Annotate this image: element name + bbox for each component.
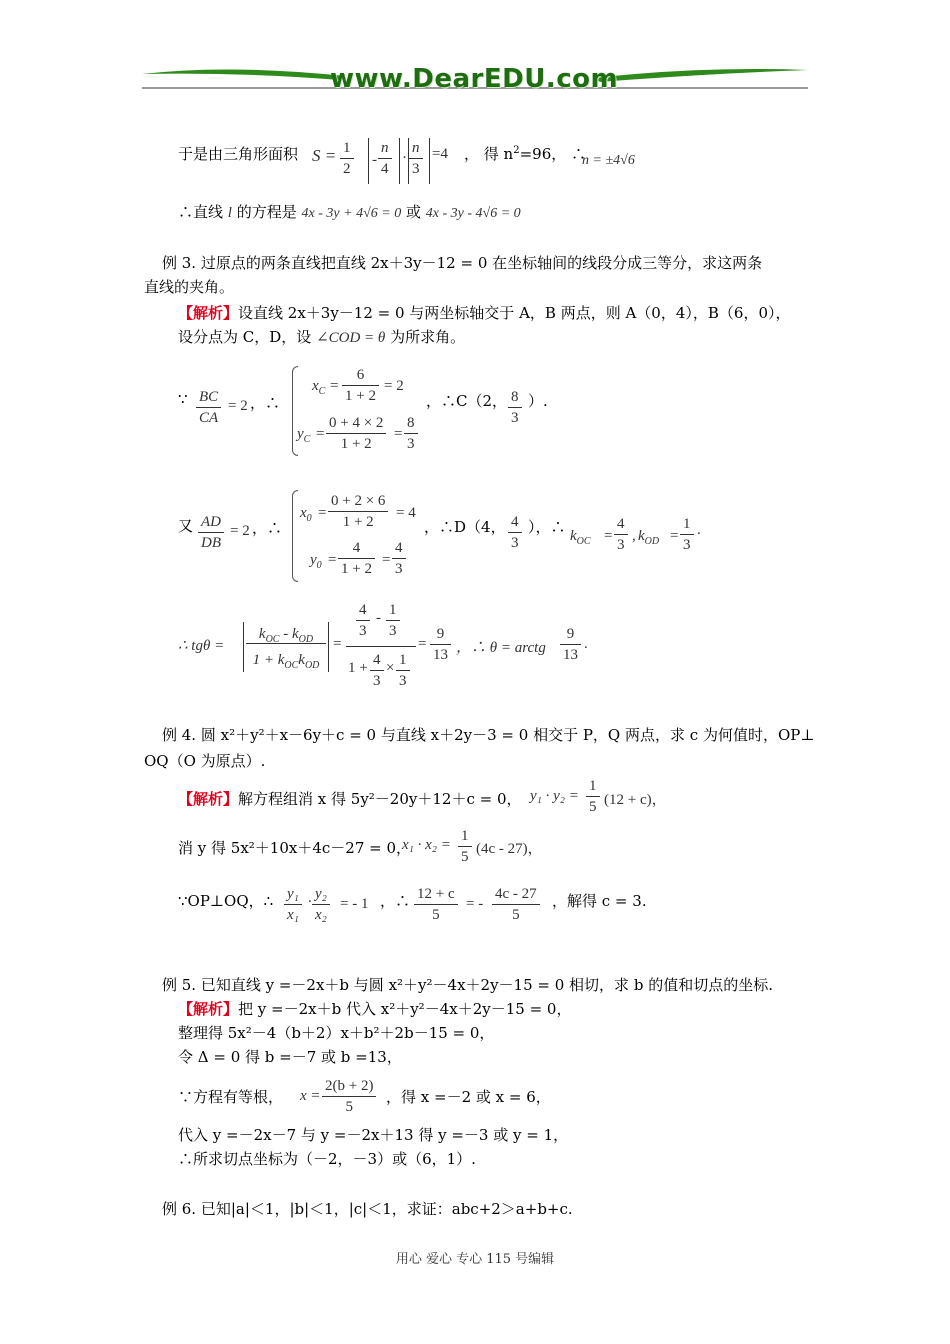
ex4-s1 [178, 788, 522, 809]
v: k [638, 528, 645, 544]
den: x₂ [315, 907, 327, 923]
ex4-title: 例 4. 圆 x²＋y²＋x－6y＋c = 0 与直线 x＋2y－3 = 0 相交于 P，Q 两点，求 c 为何值时，OP⊥ [162, 726, 815, 744]
den: CA [199, 410, 219, 426]
d-point: ，∴D（4， [424, 518, 506, 536]
fraction-n4 [378, 138, 392, 179]
yc-var [297, 426, 310, 443]
abs-bar [243, 622, 244, 672]
x1x2: x₁ · x₂ = [402, 837, 451, 853]
koc-var [570, 528, 591, 545]
jiexi-label: 【解析】 [178, 790, 239, 808]
den: 3 [359, 623, 367, 639]
fraction-yc-res [404, 413, 418, 454]
abs-bar [368, 138, 369, 184]
num: 4 [338, 538, 375, 559]
ex5-title: 例 5. 已知直线 y =－2x＋b 与圆 x²＋y²－4x＋2y－15 = 0 相切，求 b 的值和切点的坐标. [162, 976, 773, 994]
minus: - [372, 152, 377, 168]
jiexi-label: 【解析】 [178, 304, 239, 322]
ex4-s2: 消 y 得 5x²＋10x＋4c－27 = 0， [178, 839, 412, 857]
den: 1 + 2 [341, 561, 372, 577]
x-eq: x = [300, 1088, 321, 1104]
ex4-title2: OQ（O 为原点）. [144, 752, 266, 770]
num: y₁ [284, 884, 302, 905]
sub: C [303, 434, 311, 445]
num: 1 [680, 514, 694, 535]
xc-res: = 2 [384, 378, 404, 394]
y1y2: y₁ · y₂ = [530, 788, 579, 804]
fraction-koc [614, 514, 628, 555]
ex5-l6: ∴所求切点坐标为（－2，－3）或（6，1）. [178, 1150, 476, 1168]
v: y [310, 552, 317, 568]
c-close: ）. [528, 392, 548, 410]
tg-den [246, 650, 326, 669]
fraction-1-5 [458, 826, 472, 867]
ex3-sol1 [178, 302, 791, 323]
ex5-l4-tail: ，得 x =－2 或 x = 6， [386, 1088, 551, 1106]
fraction-n3 [409, 138, 423, 179]
num: n [409, 138, 423, 159]
den: 3 [395, 561, 403, 577]
num: 1 [340, 138, 354, 159]
fraction-1-3 [396, 650, 410, 691]
num: n [378, 138, 392, 159]
you: 又 [178, 517, 194, 535]
eq: = [394, 426, 403, 442]
v: k [298, 652, 305, 668]
fraction-ad-db [198, 512, 224, 553]
fraction-y0 [338, 538, 375, 579]
den: 13 [563, 647, 578, 663]
den: 2 [343, 161, 351, 177]
den: 5 [461, 849, 469, 865]
eq: = [330, 378, 339, 394]
num: 6 [342, 365, 379, 386]
ex5-l4: ∵方程有等根， [178, 1088, 284, 1106]
den: 3 [399, 673, 407, 689]
line-equation [178, 201, 521, 222]
y0-var [310, 552, 322, 569]
ex3-sol2 [178, 326, 465, 347]
ex3-title2: 直线的夹角。 [144, 278, 235, 296]
den: 3 [412, 161, 420, 177]
fraction-x [322, 1076, 376, 1117]
den: 3 [407, 436, 415, 452]
header-swoosh-left [142, 69, 345, 80]
area-line [178, 143, 298, 164]
den: 1 + 2 [345, 388, 376, 404]
fraction-y0-res [392, 538, 406, 579]
sub: 0 [306, 513, 312, 524]
num: 8 [404, 413, 418, 434]
dot: · [402, 150, 407, 166]
c-point: ，∴C（2， [426, 392, 508, 410]
s1-tail: (12 + c)， [604, 792, 667, 808]
eq: = [604, 528, 613, 544]
because: ∵ [178, 390, 188, 408]
s3-eq: = - [466, 896, 484, 912]
fraction-yc [326, 413, 386, 454]
angle: ∠COD = θ [316, 330, 386, 346]
fraction-4-3 [370, 650, 384, 691]
eq2: = 2 [228, 398, 248, 414]
eq: = [328, 552, 337, 568]
eq: = [316, 426, 325, 442]
tg-num: $k_{OC} - k_{OD}$ [246, 624, 326, 644]
den: 13 [433, 647, 448, 663]
num: 4 [508, 512, 522, 533]
text: 或 [406, 203, 422, 221]
text: =96， ∴ [519, 145, 587, 163]
num: 1 [586, 776, 600, 797]
sub: OC [284, 660, 299, 671]
num: 1 [386, 600, 400, 621]
equation-b: 4x - 3y - 4√6 = 0 [425, 206, 521, 221]
num: 0 + 2 × 6 [328, 491, 388, 512]
den: 5 [432, 907, 440, 923]
eq: = [333, 636, 342, 652]
den: 1 + 2 [342, 514, 374, 530]
num: 4c - 27 [492, 884, 540, 905]
ex5-l5: 代入 y =－2x－7 与 y =－2x＋13 得 y =－3 或 y = 1， [178, 1126, 569, 1144]
eq: = [318, 505, 327, 521]
fraction-bc-ca [196, 387, 221, 428]
den: 3 [511, 535, 519, 551]
fraction-kod [680, 514, 694, 555]
ex5-l2: 整理得 5x²－4（b＋2）x＋b²＋2b－15 = 0， [178, 1024, 495, 1042]
brace [292, 490, 298, 582]
num: 4 [370, 650, 384, 671]
num: 4 [356, 600, 370, 621]
v: k [291, 626, 299, 642]
ex5-l1 [178, 998, 571, 1019]
v: x [312, 378, 319, 394]
text: 把 y =－2x＋b 代入 x²＋y²－4x＋2y－15 = 0， [238, 1000, 572, 1018]
sub: OD [304, 660, 320, 671]
eq: = [670, 528, 679, 544]
text: ∴直线 [178, 203, 224, 221]
period: . [697, 522, 701, 538]
eq2: = 2 [230, 523, 250, 539]
x0-var [300, 505, 312, 522]
footer: 用心 爱心 专心 115 号编辑 [395, 1252, 555, 1267]
abs-bar [399, 138, 400, 184]
xc-var [312, 378, 325, 395]
den: 3 [617, 537, 625, 553]
text: 设分点为 C，D，设 [178, 328, 312, 346]
text: ， 得 n [464, 145, 514, 163]
one-plus: 1 + [348, 660, 368, 676]
fraction-x0 [328, 491, 388, 532]
num: BC [196, 387, 221, 408]
num: 4 [614, 514, 628, 535]
num: y₂ [312, 884, 330, 905]
den: 3 [511, 410, 519, 426]
text: 的方程是 [236, 203, 297, 221]
fraction-4-3 [356, 600, 370, 641]
text: 于是由三角形面积 [178, 145, 299, 163]
kod-var [638, 528, 659, 545]
ex3-title: 例 3. 过原点的两条直线把直线 2x＋3y－12 = 0 在坐标轴间的线段分成三等分，求这两条 [162, 254, 763, 272]
num: 8 [508, 387, 522, 408]
x0-res: = 4 [396, 505, 416, 521]
s3-mid: = - 1 [340, 896, 369, 912]
sup: 2 [513, 145, 520, 156]
period: . [584, 636, 588, 652]
n-result: n = ±4√6 [582, 153, 635, 168]
fraction-1-5 [586, 776, 600, 817]
fraction-9-13 [430, 624, 451, 665]
minus: - [376, 610, 381, 626]
num: 4 [392, 538, 406, 559]
num: 9 [560, 624, 581, 645]
times: × [386, 660, 395, 676]
header-swoosh-right [595, 69, 808, 82]
sub: C [318, 386, 326, 397]
sub: OD [644, 536, 660, 547]
den: 4 [381, 161, 389, 177]
theta-prefix: ，∴ θ = arctg [456, 640, 546, 656]
num: 2(b + 2) [322, 1076, 376, 1097]
den: 3 [373, 673, 381, 689]
den: 5 [512, 907, 520, 923]
s3-tail: ，解得 c = 3. [552, 892, 647, 910]
fraction-4c-5 [492, 884, 540, 925]
dot: . [308, 890, 312, 906]
num: 0 + 4 × 2 [326, 413, 386, 434]
fraction-c [508, 387, 522, 428]
eq4: =4 [432, 146, 448, 162]
d-close: ），∴ [528, 518, 566, 536]
v: k [258, 626, 266, 642]
therefore: ，∴ [250, 394, 281, 412]
num: 1 [396, 650, 410, 671]
fraction-1-3 [386, 600, 400, 641]
fraction-y1-x1 [284, 884, 302, 925]
den: DB [201, 535, 221, 551]
ex4-s3: ∵OP⊥OQ，∴ [178, 892, 274, 910]
den: 3 [683, 537, 691, 553]
tg-prefix: ∴ tgθ = [178, 638, 225, 654]
v: k [570, 528, 577, 544]
eq: = [418, 636, 427, 652]
den: 5 [345, 1099, 353, 1115]
den: 5 [589, 799, 597, 815]
fraction-half [340, 138, 354, 179]
big-denominator [346, 648, 416, 694]
fraction-d [508, 512, 522, 553]
fraction-xc [342, 365, 379, 406]
site-logo: www.DearEDU.com [330, 64, 619, 94]
num: AD [198, 512, 224, 533]
therefore: ，∴ [252, 519, 283, 537]
fraction-12c-5 [414, 884, 458, 925]
den: x₁ [287, 907, 299, 923]
ex6-title: 例 6. 已知|a|＜1，|b|＜1，|c|＜1，求证：abc+2＞a+b+c. [162, 1200, 573, 1218]
fraction-y2-x2 [312, 884, 330, 925]
abs-bar [328, 622, 329, 672]
sub: OC [576, 536, 591, 547]
math-S: S = [312, 146, 337, 165]
jiexi-label: 【解析】 [178, 1000, 239, 1018]
big-numerator [346, 600, 416, 647]
var-l: l [227, 205, 232, 221]
fraction-theta [560, 624, 581, 665]
den: 3 [389, 623, 397, 639]
s3-b: ，∴ [380, 892, 411, 910]
den: 1 + 2 [340, 436, 372, 452]
eq: = [382, 552, 391, 568]
equation-a: 4x - 3y + 4√6 = 0 [301, 206, 402, 221]
num: 1 [458, 826, 472, 847]
abs-bar [429, 138, 430, 184]
get-text [464, 143, 586, 164]
sub: OC [265, 634, 280, 645]
v: x [300, 505, 307, 521]
ex5-l3: 令 Δ = 0 得 b =－7 或 b =13， [178, 1048, 402, 1066]
s2-tail: (4c - 27)， [476, 841, 543, 857]
num: 9 [430, 624, 451, 645]
sub: OD [298, 634, 314, 645]
text: 设直线 2x＋3y－12 = 0 与两坐标轴交于 A，B 两点，则 A（0，4），B（6，0）， [238, 304, 791, 322]
v: 1 + k [252, 652, 285, 668]
text: 为所求角。 [390, 328, 466, 346]
num: 12 + c [414, 884, 458, 905]
v: y [297, 426, 304, 442]
comma: , [632, 528, 636, 544]
sub: 0 [316, 560, 322, 571]
text: 解方程组消 x 得 5y²－20y＋12＋c = 0， [238, 790, 522, 808]
